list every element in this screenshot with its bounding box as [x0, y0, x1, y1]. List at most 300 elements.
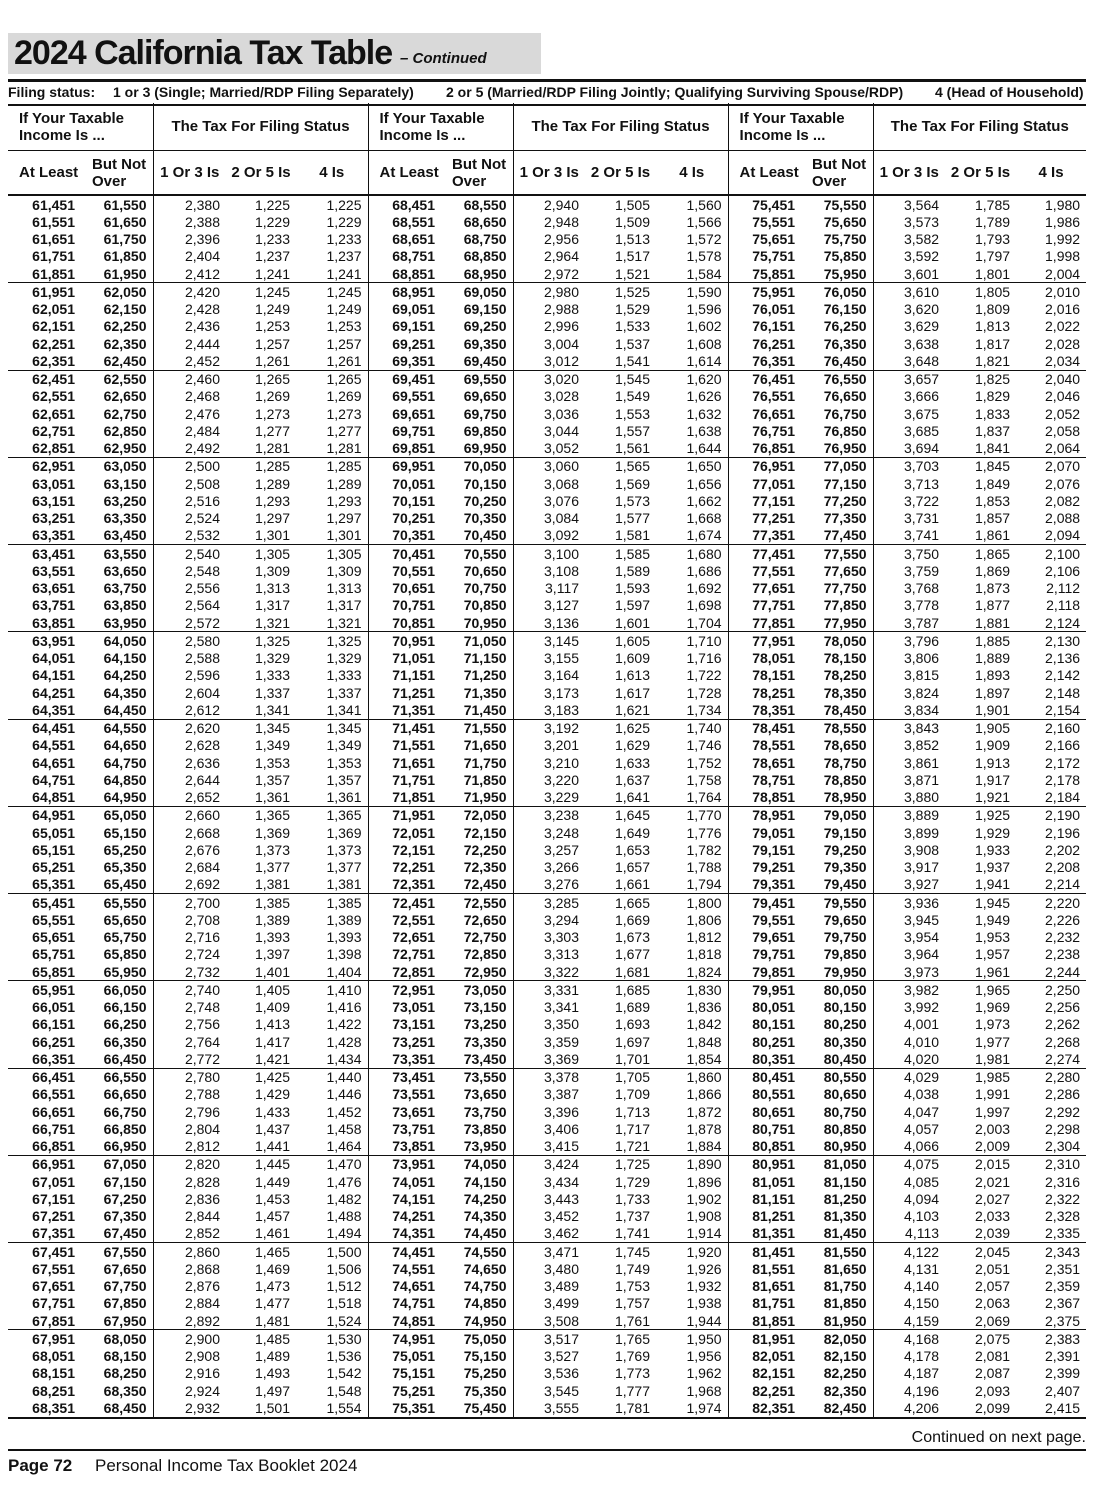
tax-4-cell: 2,106 — [1045, 562, 1081, 579]
but-not-over-cell: 70,150 — [463, 475, 507, 492]
tax-2-5-cell: 1,877 — [974, 597, 1011, 614]
tax-4-cell: 1,269 — [326, 388, 362, 405]
at-least-cell: 70,451 — [368, 545, 441, 563]
at-least-cell: 79,651 — [728, 929, 801, 946]
tax-2-5-cell: 1,721 — [614, 1138, 651, 1155]
tax-4-cell: 1,398 — [326, 946, 362, 963]
tax-1-3-cell: 3,806 — [873, 650, 945, 667]
tax-4-cell: 2,407 — [1045, 1382, 1081, 1399]
tax-4-cell: 2,359 — [1045, 1278, 1081, 1295]
tax-2-5-cell: 1,377 — [254, 859, 290, 876]
tax-1-3-cell: 2,380 — [153, 195, 226, 213]
table-row — [8, 457, 1086, 475]
tax-2-5-cell: 1,661 — [614, 876, 651, 893]
but-not-over-cell: 66,550 — [81, 1068, 153, 1086]
but-not-over-cell: 67,850 — [103, 1295, 147, 1312]
but-not-over-cell: 75,050 — [441, 1330, 513, 1348]
but-not-over-cell: 62,650 — [103, 388, 147, 405]
tax-2-5-cell: 1,521 — [614, 265, 651, 282]
tax-1-3-cell: 2,636 — [153, 754, 226, 771]
but-not-over-cell: 67,550 — [81, 1243, 153, 1261]
tax-4-cell: 1,329 — [326, 650, 362, 667]
but-not-over-cell: 66,450 — [103, 1050, 147, 1067]
but-not-over-cell: 73,550 — [441, 1068, 513, 1086]
table-row — [8, 614, 1086, 632]
at-least-cell: 71,751 — [368, 771, 441, 788]
tax-1-3-cell: 3,917 — [873, 859, 945, 876]
tax-2-5-cell: 2,081 — [974, 1348, 1011, 1365]
tax-4-cell: 1,764 — [686, 789, 722, 806]
tax-1-3-cell: 3,564 — [873, 195, 945, 213]
tax-2-5-cell: 1,477 — [254, 1295, 290, 1312]
tax-4-cell: 1,998 — [1045, 248, 1081, 265]
tax-4-cell: 1,800 — [656, 894, 728, 912]
tax-2-5-cell: 1,949 — [974, 911, 1011, 928]
but-not-over-cell: 63,450 — [103, 527, 147, 544]
tax-4-cell: 1,758 — [686, 771, 722, 788]
tax-1-3-cell: 3,508 — [513, 1312, 585, 1330]
at-least-cell: 69,651 — [368, 405, 441, 422]
tax-1-3-cell: 3,871 — [873, 771, 945, 788]
tax-4-cell: 1,452 — [326, 1103, 362, 1120]
at-least-cell: 81,851 — [728, 1312, 801, 1330]
tax-1-3-cell: 2,844 — [153, 1208, 226, 1225]
tax-1-3-cell: 2,796 — [153, 1103, 226, 1120]
at-least-cell: 69,051 — [368, 301, 441, 318]
at-least-cell: 82,251 — [728, 1382, 801, 1399]
tax-1-3-cell: 2,452 — [153, 352, 226, 370]
but-not-over-cell: 65,150 — [103, 824, 147, 841]
tax-2-5-cell: 1,925 — [945, 806, 1016, 824]
tax-1-3-cell: 3,815 — [873, 667, 945, 684]
but-not-over-cell: 70,250 — [463, 492, 507, 509]
at-least-cell: 76,851 — [728, 440, 801, 458]
page-subtitle: – Continued — [400, 50, 487, 67]
at-least-cell: 61,551 — [32, 213, 75, 230]
tax-4-cell: 2,016 — [1045, 301, 1081, 318]
tax-4-cell: 2,160 — [1016, 719, 1086, 737]
tax-2-5-cell: 1,869 — [974, 562, 1011, 579]
tax-2-5-cell: 1,533 — [614, 318, 651, 335]
tax-2-5-cell: 1,601 — [614, 614, 651, 631]
but-not-over-cell: 64,350 — [103, 684, 147, 701]
table-row — [8, 806, 1086, 824]
tax-1-3-cell: 2,788 — [153, 1086, 226, 1103]
at-least-cell: 69,251 — [368, 335, 441, 352]
tax-2-5-cell: 1,365 — [226, 806, 296, 824]
but-not-over-cell: 74,650 — [463, 1260, 507, 1277]
tax-4-cell: 1,524 — [326, 1312, 362, 1329]
tax-4-cell: 2,112 — [1046, 580, 1081, 597]
tax-2-5-cell: 1,613 — [614, 667, 651, 684]
but-not-over-cell: 76,450 — [823, 352, 867, 369]
tax-1-3-cell: 2,388 — [153, 213, 226, 230]
at-least-cell: 75,851 — [728, 265, 801, 283]
tax-4-cell: 1,620 — [656, 370, 728, 388]
at-least-cell: 74,851 — [368, 1312, 441, 1330]
but-not-over-cell: 73,250 — [463, 1016, 507, 1033]
tax-2-5-cell: 1,489 — [254, 1348, 290, 1365]
at-least-cell: 67,551 — [32, 1260, 75, 1277]
tax-4-cell: 1,470 — [296, 1155, 368, 1173]
but-not-over-cell: 64,050 — [81, 632, 153, 650]
tax-1-3-cell: 3,173 — [513, 684, 585, 701]
but-not-over-cell: 75,450 — [441, 1399, 513, 1417]
tax-4-cell: 1,884 — [686, 1138, 722, 1155]
at-least-cell: 78,051 — [728, 650, 801, 667]
tax-1-3-cell: 2,812 — [153, 1138, 226, 1156]
tax-4-cell: 1,325 — [296, 632, 368, 650]
at-least-cell: 80,651 — [728, 1103, 801, 1120]
at-least-cell: 76,351 — [728, 352, 801, 370]
but-not-over-cell: 77,050 — [801, 457, 873, 475]
tax-2-5-cell: 1,473 — [254, 1278, 290, 1295]
tax-1-3-cell: 3,378 — [513, 1068, 585, 1086]
tax-4-cell: 1,782 — [686, 841, 722, 858]
table-row — [8, 1312, 1086, 1330]
tax-2-5-cell: 1,905 — [945, 719, 1016, 737]
footer-rule — [8, 1449, 1086, 1451]
tax-4-cell: 1,944 — [686, 1312, 722, 1329]
at-least-cell: 63,751 — [32, 597, 75, 614]
at-least-cell: 71,951 — [368, 806, 441, 824]
tax-1-3-cell: 3,060 — [513, 457, 585, 475]
but-not-over-cell: 67,150 — [103, 1173, 147, 1190]
at-least-cell: 76,251 — [728, 335, 801, 352]
tax-4-cell: 1,273 — [326, 405, 362, 422]
at-least-cell: 63,251 — [32, 510, 75, 527]
tax-1-3-cell: 3,415 — [513, 1138, 585, 1156]
tax-4-cell: 2,351 — [1045, 1260, 1081, 1277]
tax-4-cell: 1,440 — [296, 1068, 368, 1086]
at-least-cell: 65,051 — [32, 824, 75, 841]
at-least-cell: 69,351 — [368, 352, 441, 370]
tax-2-5-cell: 1,481 — [254, 1312, 290, 1329]
but-not-over-cell: 71,850 — [463, 771, 507, 788]
tax-1-3-cell: 2,748 — [153, 999, 226, 1016]
tax-2-5-cell: 1,881 — [974, 614, 1011, 631]
tax-2-5-cell: 2,045 — [945, 1243, 1016, 1261]
tax-4-cell: 1,410 — [296, 981, 368, 999]
tax-4-cell: 1,680 — [656, 545, 728, 563]
but-not-over-cell: 70,650 — [463, 562, 507, 579]
tax-4-cell: 1,377 — [326, 859, 362, 876]
at-least-cell: 82,351 — [728, 1399, 801, 1417]
at-least-cell: 80,951 — [728, 1155, 801, 1173]
tax-4-cell: 1,608 — [686, 335, 722, 352]
but-not-over-cell: 78,250 — [823, 667, 867, 684]
table-row — [8, 876, 1086, 894]
tax-1-3-cell: 3,936 — [873, 894, 945, 912]
table-row — [8, 388, 1086, 405]
tax-2-5-cell: 1,737 — [614, 1208, 651, 1225]
status-1-3-header: 1 Or 3 Is — [153, 151, 226, 196]
but-not-over-cell: 81,250 — [823, 1190, 867, 1207]
tax-4-cell: 2,298 — [1045, 1120, 1081, 1137]
but-not-over-cell: 67,050 — [81, 1155, 153, 1173]
tax-1-3-cell: 2,940 — [513, 195, 585, 213]
table-row — [8, 1068, 1086, 1086]
but-not-over-cell: 68,650 — [463, 213, 507, 230]
tax-4-cell: 1,536 — [326, 1348, 362, 1365]
tax-2-5-cell: 1,589 — [614, 562, 651, 579]
tax-4-cell: 1,333 — [326, 667, 362, 684]
table-row — [8, 213, 1086, 230]
but-not-over-cell: 66,350 — [103, 1033, 147, 1050]
tax-1-3-cell: 2,996 — [513, 318, 585, 335]
tax-1-3-cell: 3,192 — [513, 719, 585, 737]
at-least-cell: 61,651 — [32, 231, 75, 248]
tax-1-3-cell: 2,540 — [153, 545, 226, 563]
tax-2-5-cell: 1,245 — [226, 283, 296, 301]
tax-4-cell: 2,367 — [1045, 1295, 1081, 1312]
tax-2-5-cell: 1,733 — [614, 1190, 651, 1207]
tax-1-3-cell: 2,724 — [153, 946, 226, 963]
tax-4-cell: 1,365 — [296, 806, 368, 824]
but-not-over-cell: 72,950 — [463, 963, 507, 980]
at-least-cell: 81,351 — [728, 1225, 801, 1243]
but-not-over-cell: 63,050 — [81, 457, 153, 475]
but-not-over-cell: 65,950 — [103, 963, 147, 980]
at-least-cell: 80,451 — [728, 1068, 801, 1086]
filing-status-2-5: 2 or 5 (Married/RDP Filing Jointly; Qualifying Surviving Spouse/RDP) — [446, 84, 904, 100]
tax-4-cell: 2,292 — [1045, 1103, 1081, 1120]
tax-4-cell: 1,241 — [326, 265, 362, 282]
tax-4-cell: 1,878 — [686, 1120, 722, 1137]
tax-1-3-cell: 3,666 — [873, 388, 945, 405]
at-least-cell: 73,251 — [368, 1033, 441, 1050]
income-header: If Your Taxable Income Is ... — [8, 103, 153, 151]
tax-1-3-cell: 2,852 — [153, 1225, 226, 1243]
tax-2-5-cell: 1,865 — [945, 545, 1016, 563]
tax-1-3-cell: 2,684 — [153, 859, 226, 876]
but-not-over-cell: 72,550 — [441, 894, 513, 912]
tax-4-cell: 1,866 — [686, 1086, 722, 1103]
but-not-over-cell: 64,550 — [81, 719, 153, 737]
at-least-cell: 76,151 — [728, 318, 801, 335]
tax-2-5-cell: 1,889 — [974, 650, 1011, 667]
tax-1-3-cell: 4,159 — [873, 1312, 945, 1330]
tax-4-cell: 2,100 — [1016, 545, 1086, 563]
tax-4-cell: 1,956 — [686, 1348, 722, 1365]
table-row — [8, 1086, 1086, 1103]
at-least-cell: 68,351 — [8, 1399, 81, 1417]
but-not-over-cell: 63,850 — [103, 597, 147, 614]
tax-2-5-cell: 2,093 — [974, 1382, 1011, 1399]
tax-1-3-cell: 3,620 — [873, 301, 945, 318]
at-least-cell: 67,851 — [32, 1312, 75, 1329]
but-not-over-cell: 66,750 — [103, 1103, 147, 1120]
but-not-over-cell: 67,450 — [103, 1225, 147, 1242]
but-not-over-cell: 82,150 — [823, 1348, 867, 1365]
tax-4-cell: 1,305 — [296, 545, 368, 563]
but-not-over-cell: 62,050 — [81, 283, 153, 301]
tax-1-3-cell: 4,113 — [873, 1225, 945, 1243]
tax-2-5-cell: 1,777 — [614, 1382, 651, 1399]
tax-4-cell: 1,638 — [686, 422, 722, 439]
tax-1-3-cell: 3,527 — [513, 1348, 585, 1365]
table-row — [8, 1016, 1086, 1033]
tax-4-cell: 1,369 — [326, 824, 362, 841]
tax-2-5-cell: 1,237 — [254, 248, 290, 265]
but-not-over-header: But Not Over — [81, 151, 153, 196]
at-least-cell: 63,651 — [32, 580, 75, 597]
at-least-cell: 82,051 — [728, 1348, 801, 1365]
table-row — [8, 352, 1086, 370]
tax-4-cell: 2,335 — [1045, 1225, 1081, 1242]
at-least-cell: 77,751 — [728, 597, 801, 614]
tax-2-5-cell: 1,921 — [974, 789, 1011, 806]
tax-1-3-cell: 4,075 — [873, 1155, 945, 1173]
at-least-cell: 73,551 — [368, 1086, 441, 1103]
at-least-cell: 62,351 — [32, 352, 75, 369]
tax-2-5-cell: 1,453 — [254, 1190, 290, 1207]
tax-4-cell: 2,280 — [1016, 1068, 1086, 1086]
page-number: Page 72 — [8, 1456, 73, 1475]
but-not-over-cell: 72,050 — [441, 806, 513, 824]
tax-1-3-cell: 3,489 — [513, 1278, 585, 1295]
but-not-over-cell: 69,350 — [463, 335, 507, 352]
table-row — [8, 1033, 1086, 1050]
at-least-cell: 71,551 — [368, 737, 441, 754]
tax-1-3-cell: 4,187 — [873, 1365, 945, 1382]
but-not-over-cell: 76,050 — [801, 283, 873, 301]
tax-2-5-cell: 1,673 — [614, 929, 651, 946]
tax-4-cell: 2,148 — [1045, 684, 1081, 701]
at-least-cell: 69,451 — [368, 370, 441, 388]
tax-1-3-cell: 3,927 — [873, 876, 945, 894]
tax-4-cell: 1,734 — [686, 701, 722, 718]
at-least-cell: 66,351 — [32, 1050, 75, 1067]
at-least-cell: 62,451 — [8, 370, 81, 388]
tax-4-cell: 1,830 — [656, 981, 728, 999]
tax-1-3-cell: 2,828 — [153, 1173, 226, 1190]
at-least-cell: 74,251 — [368, 1208, 441, 1225]
but-not-over-cell: 66,050 — [81, 981, 153, 999]
but-not-over-cell: 61,950 — [103, 265, 147, 282]
tax-2-5-cell: 1,761 — [614, 1312, 651, 1329]
but-not-over-cell: 78,650 — [823, 737, 867, 754]
tax-4-cell: 2,383 — [1016, 1330, 1086, 1348]
tax-1-3-cell: 3,954 — [873, 929, 945, 946]
tax-4-cell: 1,572 — [686, 231, 722, 248]
tax-2-5-cell: 1,229 — [254, 213, 290, 230]
tax-1-3-cell: 3,100 — [513, 545, 585, 563]
tax-4-cell: 1,301 — [326, 527, 362, 544]
at-least-cell: 72,551 — [368, 911, 441, 928]
tax-2-5-cell: 1,957 — [974, 946, 1011, 963]
at-least-cell: 78,251 — [728, 684, 801, 701]
at-least-cell: 78,351 — [728, 701, 801, 719]
table-row — [8, 999, 1086, 1016]
but-not-over-cell: 81,750 — [823, 1278, 867, 1295]
tax-2-5-cell: 1,249 — [254, 301, 290, 318]
but-not-over-cell: 72,150 — [463, 824, 507, 841]
but-not-over-cell: 74,150 — [463, 1173, 507, 1190]
tax-1-3-cell: 3,229 — [513, 789, 585, 807]
but-not-over-cell: 77,550 — [801, 545, 873, 563]
but-not-over-cell: 61,550 — [103, 196, 147, 213]
at-least-cell: 62,151 — [32, 318, 75, 335]
at-least-cell: 72,151 — [368, 841, 441, 858]
tax-4-cell: 1,746 — [686, 737, 722, 754]
tax-1-3-cell: 3,889 — [873, 806, 945, 824]
at-least-cell: 65,751 — [32, 946, 75, 963]
tax-1-3-cell: 3,068 — [513, 475, 585, 492]
but-not-over-cell: 78,550 — [801, 719, 873, 737]
at-least-cell: 71,451 — [368, 719, 441, 737]
tax-2-5-cell: 1,505 — [614, 196, 651, 213]
tax-table — [8, 103, 1086, 1419]
table-row — [8, 1365, 1086, 1382]
tax-4-cell: 1,932 — [686, 1278, 722, 1295]
tax-1-3-cell: 2,460 — [153, 370, 226, 388]
tax-2-5-cell: 1,709 — [614, 1086, 651, 1103]
table-row — [8, 283, 1086, 301]
at-least-cell: 68,251 — [32, 1382, 75, 1399]
tax-1-3-cell: 3,582 — [873, 231, 945, 248]
at-least-cell: 63,551 — [32, 562, 75, 579]
tax-4-cell: 2,172 — [1045, 754, 1081, 771]
at-least-cell: 77,851 — [728, 614, 801, 632]
but-not-over-cell: 67,950 — [103, 1312, 147, 1329]
tax-2-5-cell: 1,281 — [254, 440, 290, 457]
tax-2-5-cell: 1,781 — [585, 1399, 656, 1417]
but-not-over-cell: 70,550 — [441, 545, 513, 563]
tax-2-5-cell: 1,289 — [254, 475, 290, 492]
tax-2-5-cell: 1,625 — [585, 719, 656, 737]
tax-2-5-cell: 1,325 — [226, 632, 296, 650]
status-4-header: 4 Is — [1016, 151, 1086, 196]
tax-1-3-cell: 3,545 — [513, 1382, 585, 1399]
tax-4-cell: 1,506 — [326, 1260, 362, 1277]
tax-2-5-cell: 1,385 — [226, 894, 296, 912]
tax-2-5-cell: 1,941 — [974, 876, 1011, 893]
tax-2-5-cell: 1,341 — [254, 701, 290, 718]
table-row — [8, 667, 1086, 684]
table-row — [8, 492, 1086, 509]
tax-1-3-cell: 4,140 — [873, 1278, 945, 1295]
tax-2-5-cell: 1,741 — [614, 1225, 651, 1242]
but-not-over-cell: 73,150 — [463, 999, 507, 1016]
tax-2-5-cell: 1,349 — [254, 737, 290, 754]
at-least-cell: 78,951 — [728, 806, 801, 824]
tax-1-3-cell: 2,508 — [153, 475, 226, 492]
but-not-over-cell: 81,050 — [801, 1155, 873, 1173]
tax-2-5-cell: 1,301 — [254, 527, 290, 544]
table-row — [8, 1278, 1086, 1295]
but-not-over-cell: 76,750 — [823, 405, 867, 422]
at-least-cell: 63,851 — [32, 614, 75, 631]
tax-4-cell: 1,926 — [686, 1260, 722, 1277]
tax-1-3-cell: 2,924 — [153, 1382, 226, 1399]
at-least-cell: 73,951 — [368, 1155, 441, 1173]
tax-2-5-cell: 1,837 — [974, 422, 1011, 439]
but-not-over-cell: 62,450 — [103, 352, 147, 369]
tax-2-5-cell: 1,913 — [974, 754, 1011, 771]
tax-1-3-cell: 3,899 — [873, 824, 945, 841]
tax-1-3-cell: 2,884 — [153, 1295, 226, 1312]
at-least-cell: 81,451 — [728, 1243, 801, 1261]
at-least-cell: 72,651 — [368, 929, 441, 946]
but-not-over-cell: 78,050 — [801, 632, 873, 650]
tax-1-3-cell: 3,313 — [513, 946, 585, 963]
at-least-cell: 76,551 — [728, 388, 801, 405]
tax-2-5-cell: 1,389 — [254, 911, 290, 928]
at-least-cell: 65,451 — [8, 894, 81, 912]
tax-4-cell: 2,082 — [1045, 492, 1081, 509]
tax-4-cell: 2,166 — [1045, 737, 1081, 754]
